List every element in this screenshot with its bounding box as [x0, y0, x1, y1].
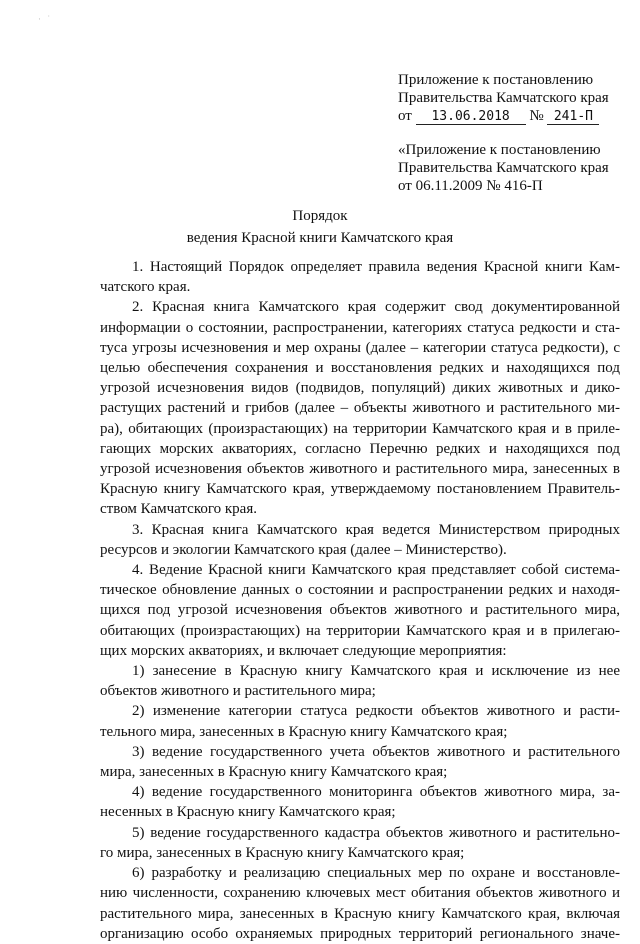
paragraph-line: 4) ведение государственного мониторинга объектов животного мира, за- [132, 784, 620, 801]
paragraph-line: 5) ведение государственного кадастра объектов животного и растительно- [132, 824, 620, 841]
paragraph [100, 742, 620, 782]
paragraph-line: ресурсов и экологии Камчатского края (далее – Министерство). [100, 541, 507, 558]
paragraph-line: 6) разработку и реализацию специальных мер по охране и восстановле- [132, 865, 620, 882]
paragraph-line: щих морских акваториях, и включает следующие мероприятия: [100, 642, 507, 659]
paragraph-line: нию численности, сохранению ключевых мест обитания объектов животного и [100, 885, 620, 902]
document-body [100, 257, 620, 944]
paragraph-line: целью обеспечения сохранения и восстановления редких и находящихся под [100, 360, 620, 377]
paragraph-line: 3. Красная книга Камчатского края ведется Министерством природных [132, 521, 620, 538]
paragraph-line: несенных в Красную книгу Камчатского края; [100, 804, 396, 821]
paragraph-line: 3) ведение государственного учета объектов животного и растительного [132, 743, 620, 760]
paragraph-line: 2. Красная книга Камчатского края содержит свод документированной [132, 299, 620, 316]
prior-attachment-line2: Правительства Камчатского края [398, 160, 609, 176]
paragraph-line: обитающих (произрастающих) на территории Камчатского края и в прилегаю- [100, 622, 620, 639]
document-title: Порядок [292, 208, 348, 224]
paragraph-line: мира, занесенных в Красную книгу Камчатского края; [100, 764, 448, 781]
paragraph-line: 1. Настоящий Порядок определяет правила ведения Красной книги Кам- [132, 259, 620, 275]
paragraph-line: информации о состоянии, распространении, категориях статуса редкости и ста- [100, 319, 620, 336]
attachment-line2: Правительства Камчатского края [398, 90, 609, 106]
attachment-header [398, 71, 628, 125]
document-subtitle: ведения Красной книги Камчатского края [186, 230, 454, 246]
paragraph [100, 520, 620, 560]
paragraph-line: тельного мира, занесенных в Красную книгу Камчатского края; [100, 723, 508, 740]
paragraph-line: ством Камчатского края. [100, 501, 257, 518]
paragraph [100, 782, 620, 822]
paragraph-line: организацию особо охраняемых природных территорий регионального значе- [100, 925, 620, 942]
paragraph-line: угрозой исчезновения видов (подвидов, популяций) диких животных и дико- [100, 380, 620, 397]
paragraph [100, 863, 620, 944]
attachment-date-line [398, 107, 628, 125]
paragraph-line: 2) изменение категории статуса редкости объектов животного и расти- [132, 703, 620, 720]
prior-attachment-line1: «Приложение к постановлению [398, 142, 601, 158]
paragraph-line: чатского края. [100, 279, 191, 296]
paragraph [100, 257, 620, 297]
paragraph [100, 701, 620, 741]
prior-attachment-line3: от 06.11.2009 № 416-П [398, 178, 543, 194]
paragraph-line: ра), обитающих (произрастающих) на территории Камчатского края и в приле- [100, 420, 620, 437]
paragraph [100, 297, 620, 519]
attachment-line1: Приложение к постановлению [398, 72, 594, 88]
scan-artifact: · ˙ [38, 14, 53, 24]
prior-attachment-header [398, 141, 628, 195]
paragraph [100, 661, 620, 701]
paragraph-line: растущих растений и грибов (далее – объекты животного и растительного ми- [100, 400, 620, 417]
paragraph-line: туса угрозы исчезновения и мер охраны (далее – категории статуса редкости), с [100, 339, 620, 356]
paragraph-line: гающих морских акваториях, согласно Перечню редких и находящихся под [100, 440, 620, 457]
paragraph [100, 823, 620, 863]
number-value: 241-П [547, 109, 599, 125]
paragraph-line: тическое обновление данных о состоянии и распространении редких и находя- [100, 582, 620, 599]
number-prefix: № [529, 108, 544, 124]
paragraph-line: щихся под угрозой исчезновения объектов животного и растительного мира, [100, 602, 620, 619]
paragraph-line: Красную книгу Камчатского края, утверждаемому постановлением Правитель- [100, 481, 620, 498]
paragraph-line: угрозой исчезновения объектов животного и растительного мира, занесенных в [100, 461, 620, 478]
paragraph-line: объектов животного и растительного мира; [100, 683, 376, 700]
paragraph-line: 1) занесение в Красную книгу Камчатского края и исключение из нее [132, 663, 620, 680]
date-value: 13.06.2018 [416, 109, 526, 125]
paragraph-line: 4. Ведение Красной книги Камчатского края представляет собой система- [132, 562, 620, 579]
paragraph-line: растительного мира, занесенных в Красную книгу Камчатского края, включая [100, 905, 620, 922]
date-prefix: от [398, 108, 412, 124]
paragraph-line: го мира, занесенных в Красную книгу Камчатского края; [100, 844, 465, 861]
paragraph [100, 560, 620, 661]
